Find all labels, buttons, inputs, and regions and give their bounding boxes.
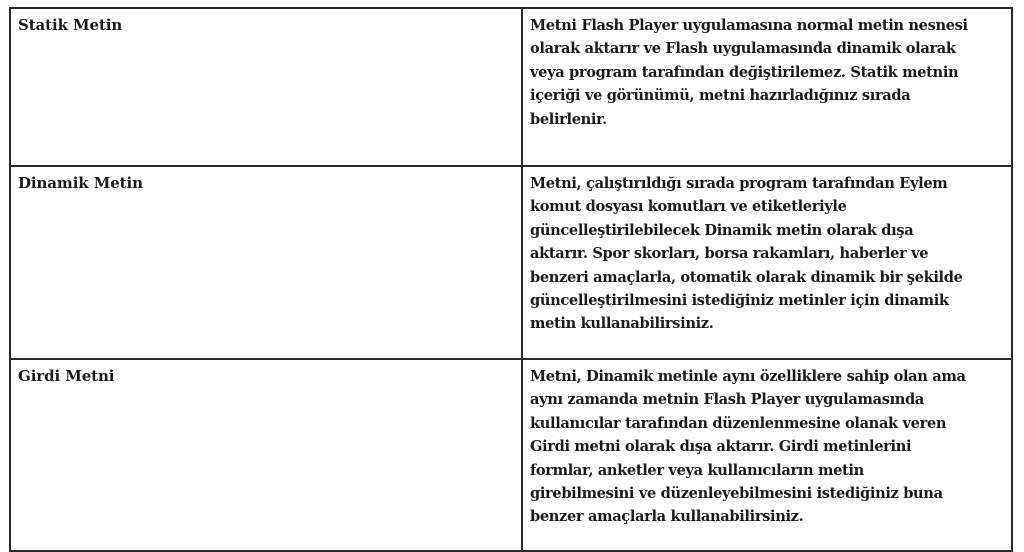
description-line: benzer amaçlarla kullanabilirsiniz. <box>530 508 804 526</box>
description-line: Metni Flash Player uygulamasına normal metin nesnesi <box>530 17 968 34</box>
description-line: Metni, çalıştırıldığı sırada program tarafından Eylem <box>530 175 948 192</box>
description-line: kullanıcılar tarafından düzenlenmesine olanak veren <box>530 414 947 432</box>
description-line: benzeri amaçlarla, otomatik olarak dinamik bir şekilde <box>530 268 963 286</box>
description-line: Metni, Dinamik metinle aynı özelliklere sahip olan ama <box>530 368 966 385</box>
description-line: Girdi metni olarak dışa aktarır. Girdi metinlerini <box>530 438 912 456</box>
description-line: veya program tarafından değiştirilemez. Statik metnin <box>530 63 959 81</box>
description-line: aktarır. Spor skorları, borsa rakamları, haberler ve <box>530 245 929 263</box>
description-line: komut dosyası komutları ve etiketleriyle <box>530 198 847 216</box>
description-text <box>530 365 1005 529</box>
description-line: formlar, anketler veya kullanıcıların metin <box>530 461 864 479</box>
table-row <box>10 8 1012 166</box>
description-line: belirlenir. <box>530 110 607 128</box>
description-line: güncelleştirilmesini istediğiniz metinler için dinamik <box>530 292 949 310</box>
description-cell <box>522 8 1012 166</box>
description-cell <box>522 359 1012 551</box>
term-label: Statik Metin <box>18 16 123 34</box>
term-label: Dinamik Metin <box>18 174 143 192</box>
table-row <box>10 166 1012 359</box>
table-row <box>10 359 1012 551</box>
description-text <box>530 172 1005 336</box>
term-cell <box>10 359 522 551</box>
term-cell <box>10 166 522 359</box>
description-line: aynı zamanda metnin Flash Player uygulamasında <box>530 391 924 409</box>
description-line: metin kullanabilirsiniz. <box>530 315 714 333</box>
description-line: olarak aktarır ve Flash uygulamasında dinamik olarak <box>530 40 956 58</box>
description-line: içeriği ve görünümü, metni hazırladığınız sırada <box>530 87 911 105</box>
description-text <box>530 14 1005 131</box>
term-cell <box>10 8 522 166</box>
description-line: girebilmesini ve düzenleyebilmesini istediğiniz buna <box>530 485 943 503</box>
text-types-table <box>9 7 1013 552</box>
description-cell <box>522 166 1012 359</box>
term-label: Girdi Metni <box>18 367 115 385</box>
description-line: güncelleştirilebilecek Dinamik metin olarak dışa <box>530 221 914 239</box>
